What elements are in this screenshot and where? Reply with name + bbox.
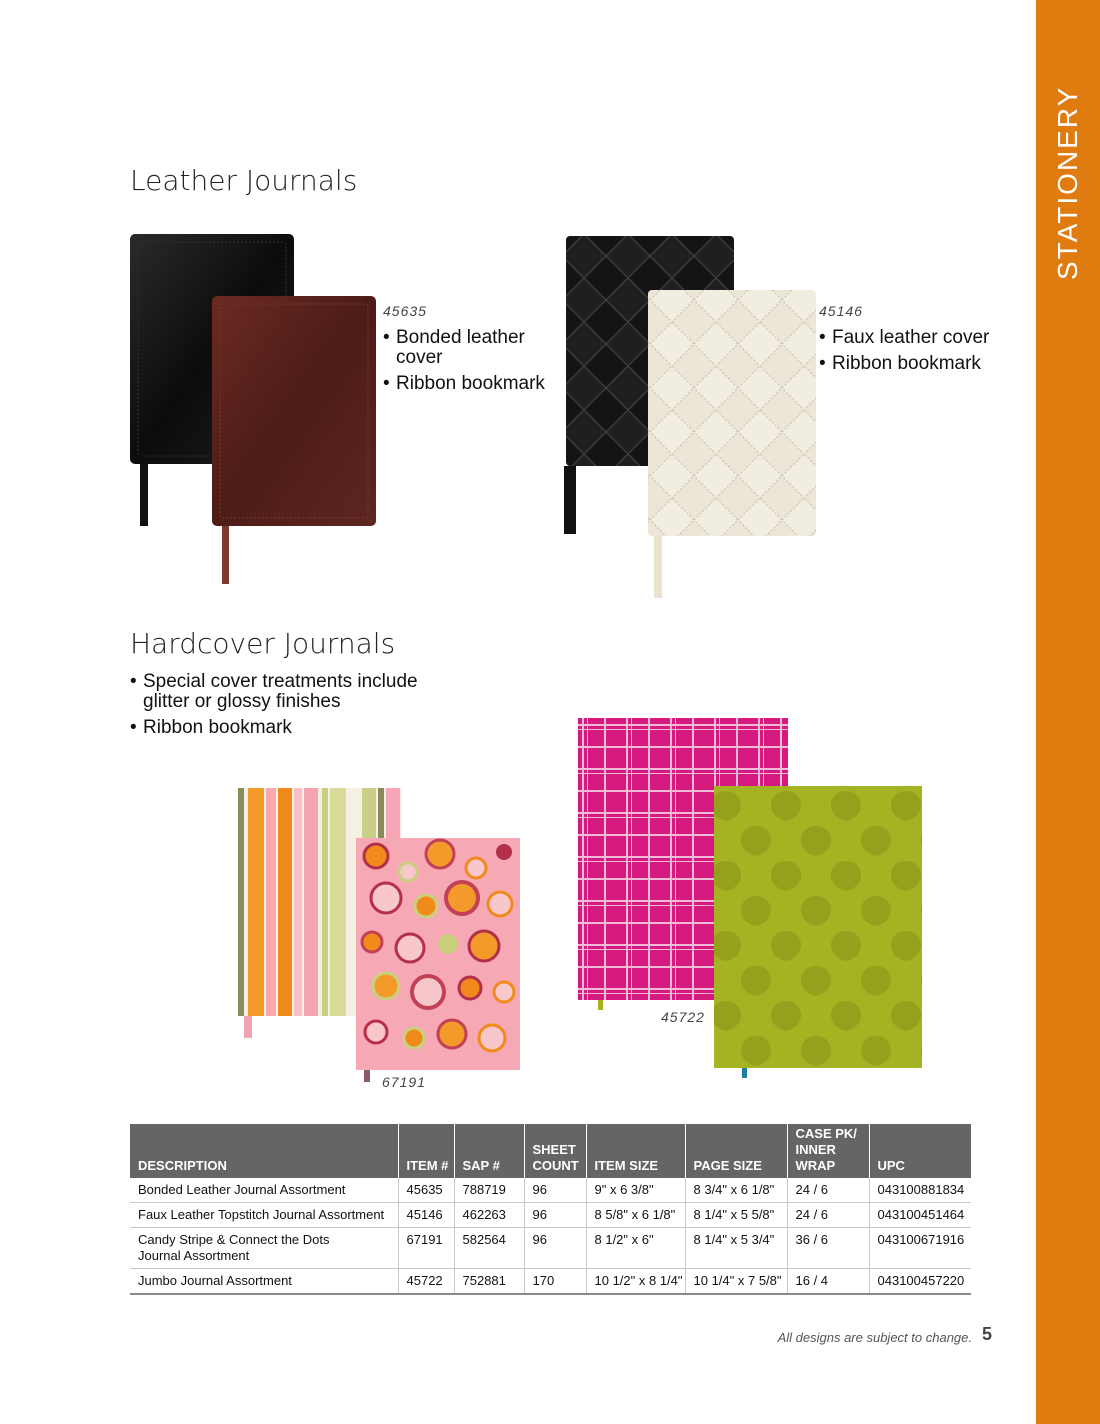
hardcover-bullets: [130, 672, 450, 744]
table-row: [130, 1269, 971, 1295]
faux-leather-journal-image: [562, 234, 818, 600]
spec-table: [130, 1124, 971, 1295]
cell-case: 36 / 6: [787, 1228, 869, 1269]
col-page-size: PAGE SIZE: [685, 1124, 787, 1178]
hardcover-journals-title: Hardcover Journals: [130, 627, 396, 660]
cell-description: [130, 1228, 398, 1269]
cell-description: Jumbo Journal Assortment: [130, 1269, 398, 1295]
page-number: 5: [982, 1324, 993, 1344]
bullet-item: • Special cover treatments include glitter or glossy finishes: [130, 672, 450, 712]
bonded-leather-journal-image: [128, 232, 378, 588]
col-item-size: ITEM SIZE: [586, 1124, 685, 1178]
cell-upc: 043100457220: [869, 1269, 971, 1295]
cell-upc: 043100451464: [869, 1203, 971, 1228]
col-sap-label: SAP #: [462, 1158, 500, 1173]
leather-journals-title: Leather Journals: [130, 164, 358, 197]
cell-sap: 582564: [454, 1228, 524, 1269]
cell-item: 45722: [398, 1269, 454, 1295]
bullet-item: • Bonded leather cover: [383, 328, 553, 368]
footer-note: All designs are subject to change.: [777, 1330, 972, 1345]
col-case-label-2: INNER: [795, 1142, 836, 1157]
bullets-45635: [383, 328, 553, 400]
cell-description: Bonded Leather Journal Assortment: [130, 1178, 398, 1203]
cell-sheet-count: 96: [524, 1203, 586, 1228]
bullet-item: • Ribbon bookmark: [819, 354, 1009, 374]
cell-page-size: 8 1/4" x 5 5/8": [685, 1203, 787, 1228]
cell-description-line-2: Journal Assortment: [138, 1248, 250, 1263]
col-sheet-count: [524, 1124, 586, 1178]
bullet-item: • Ribbon bookmark: [130, 718, 450, 738]
cell-sap: 788719: [454, 1178, 524, 1203]
item-number-45635: 45635: [383, 303, 427, 319]
cell-sheet-count: 170: [524, 1269, 586, 1295]
candy-stripe-journal-image: [236, 786, 526, 1086]
cell-upc: 043100671916: [869, 1228, 971, 1269]
cell-description: Faux Leather Topstitch Journal Assortment: [130, 1203, 398, 1228]
cell-sap: 752881: [454, 1269, 524, 1295]
item-number-45146: 45146: [819, 303, 863, 319]
col-case: [787, 1124, 869, 1178]
table-row: [130, 1203, 971, 1228]
cell-page-size: 8 3/4" x 6 1/8": [685, 1178, 787, 1203]
cell-page-size: 8 1/4" x 5 3/4": [685, 1228, 787, 1269]
cell-case: 24 / 6: [787, 1178, 869, 1203]
col-case-label-3: WRAP: [795, 1158, 836, 1173]
section-tab-label: STATIONERY: [1052, 85, 1083, 280]
item-number-45722: 45722: [661, 1009, 705, 1025]
bullets-45146: [819, 328, 1009, 380]
col-case-label-1: CASE PK/: [795, 1126, 857, 1141]
bullet-item: • Faux leather cover: [819, 328, 1009, 348]
cell-sheet-count: 96: [524, 1178, 586, 1203]
cell-page-size: 10 1/4" x 7 5/8": [685, 1269, 787, 1295]
col-sheet-label-1: SHEET: [532, 1142, 576, 1157]
cell-upc: 043100881834: [869, 1178, 971, 1203]
cell-item-size: 10 1/2" x 8 1/4": [586, 1269, 685, 1295]
cell-item: 45635: [398, 1178, 454, 1203]
table-row: [130, 1178, 971, 1203]
cell-sheet-count: 96: [524, 1228, 586, 1269]
cell-item-size: 8 5/8" x 6 1/8": [586, 1203, 685, 1228]
jumbo-journal-image: [576, 716, 926, 1080]
cell-item: 67191: [398, 1228, 454, 1269]
cell-sap: 462263: [454, 1203, 524, 1228]
cell-item-size: 8 1/2" x 6": [586, 1228, 685, 1269]
table-row: [130, 1228, 971, 1269]
cell-case: 24 / 6: [787, 1203, 869, 1228]
col-item: ITEM #: [398, 1124, 454, 1178]
col-sheet-label-2: COUNT: [532, 1158, 579, 1173]
col-sap: [454, 1124, 524, 1178]
bullet-item: • Ribbon bookmark: [383, 374, 553, 394]
col-upc: UPC: [869, 1124, 971, 1178]
col-description: DESCRIPTION: [130, 1124, 398, 1178]
table-header-row: [130, 1124, 971, 1178]
cell-item-size: 9" x 6 3/8": [586, 1178, 685, 1203]
item-number-67191: 67191: [382, 1074, 426, 1090]
cell-case: 16 / 4: [787, 1269, 869, 1295]
cell-item: 45146: [398, 1203, 454, 1228]
cell-description-line-1: Candy Stripe & Connect the Dots: [138, 1232, 330, 1247]
